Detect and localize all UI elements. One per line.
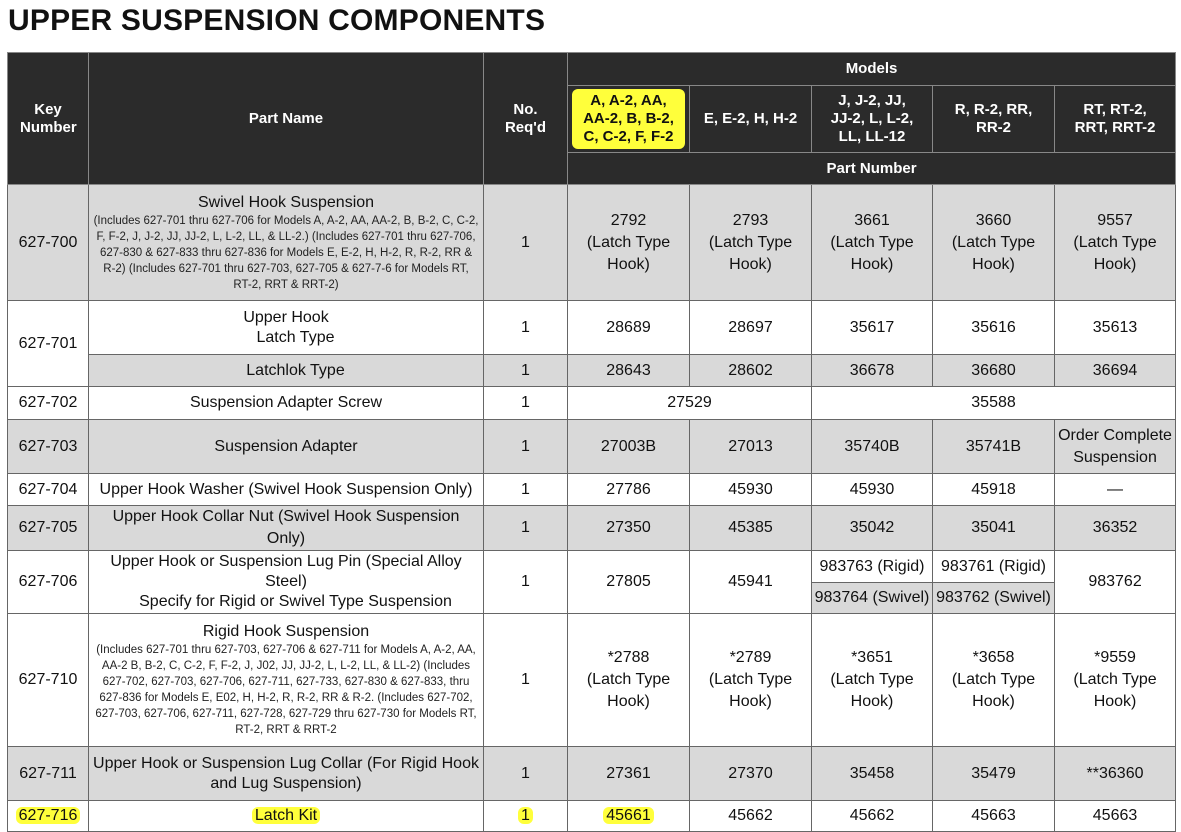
highlight-mark: Latch Kit <box>252 807 320 824</box>
part-number-cell <box>568 801 690 832</box>
part-number-cell: 27350 <box>568 506 690 551</box>
part-number-cell: 983761 (Rigid) <box>933 551 1055 583</box>
part-name-cell: Suspension Adapter Screw <box>89 387 484 420</box>
part-number-cell: 36694 <box>1055 355 1176 387</box>
part-name: Upper Hook or Suspension Lug Pin (Special Alloy Steel) <box>110 553 462 590</box>
part-name-cell: Upper Hook Washer (Swivel Hook Suspension Only) <box>89 474 484 506</box>
part-name: Swivel Hook Suspension <box>197 193 375 211</box>
part-name-cell: Upper Hook Collar Nut (Swivel Hook Suspension Only) <box>89 506 484 551</box>
part-number-cell: 45662 <box>690 801 812 832</box>
key-number-cell: 627-705 <box>8 506 89 551</box>
header-model-group <box>568 86 690 153</box>
part-number-cell: 3660 (Latch Type Hook) <box>933 185 1055 301</box>
part-number-cell: 45663 <box>933 801 1055 832</box>
key-number-cell: 627-703 <box>8 420 89 474</box>
part-number-cell: 27003B <box>568 420 690 474</box>
part-number-cell: 45918 <box>933 474 1055 506</box>
header-no-reqd: No. Req'd <box>484 53 568 185</box>
part-number-cell: 3661 (Latch Type Hook) <box>812 185 933 301</box>
key-number-cell: 627-704 <box>8 474 89 506</box>
header-model-group: RT, RT-2, RRT, RRT-2 <box>1055 86 1176 153</box>
table-row <box>8 801 1176 832</box>
key-number-cell: 627-706 <box>8 551 89 614</box>
part-name-sub: Specify for Rigid or Swivel Type Suspension <box>139 593 452 610</box>
table-row <box>8 355 1176 387</box>
table-row <box>8 474 1176 506</box>
table-row <box>8 747 1176 801</box>
part-name-cell <box>89 355 484 387</box>
part-number-cell: 35741B <box>933 420 1055 474</box>
qty-cell: 1 <box>484 185 568 301</box>
part-number-cell: *9559 (Latch Type Hook) <box>1055 614 1176 747</box>
header-part-name: Part Name <box>89 53 484 185</box>
part-name-cell <box>89 747 484 801</box>
header-key-number: Key Number <box>8 53 89 185</box>
part-number-cell: 9557 (Latch Type Hook) <box>1055 185 1176 301</box>
part-number-cell: 35588 <box>812 387 1176 420</box>
part-name-cell: Suspension Adapter <box>89 420 484 474</box>
part-name-cell <box>89 801 484 832</box>
table-row <box>8 185 1176 301</box>
qty-cell: 1 <box>484 474 568 506</box>
key-number-cell <box>8 801 89 832</box>
part-number-cell: 35479 <box>933 747 1055 801</box>
part-number-cell: *3651 (Latch Type Hook) <box>812 614 933 747</box>
qty-cell: 1 <box>484 614 568 747</box>
table-row <box>8 387 1176 420</box>
part-note: (Includes 627-701 thru 627-706 for Models A, A-2, AA, AA-2, B, B-2, C, C-2, F, F-2, J, J-2, JJ, JJ-2, L, L-2, LL, & LL-2.) (Includes 627-701 thru 627-706, 627-830 & 627-833 thru 627-836 for Models E, E-2, H, H-2, R, R-2, RR & R-2) (Includes 627-701 thru 627-703, 627-705 & 627-7-6 for Models RT, RT-2, RRT & RRT-2) <box>93 214 479 291</box>
part-name-cell <box>89 614 484 747</box>
qty-cell: 1 <box>484 747 568 801</box>
table-row <box>8 420 1176 474</box>
header-model-group: J, J-2, JJ, JJ-2, L, L-2, LL, LL-12 <box>812 86 933 153</box>
part-number-cell: 45930 <box>812 474 933 506</box>
part-number-cell: *3658 (Latch Type Hook) <box>933 614 1055 747</box>
part-number-cell: 983764 (Swivel) <box>812 583 933 614</box>
qty-cell: 1 <box>484 301 568 355</box>
part-name: Rigid Hook Suspension <box>202 623 370 640</box>
part-number-cell: 27013 <box>690 420 812 474</box>
part-number-cell: Order Complete Suspension <box>1055 420 1176 474</box>
part-number-cell: 28689 <box>568 301 690 355</box>
part-name-cell <box>89 551 484 614</box>
key-number-cell: 627-700 <box>8 185 89 301</box>
table-row <box>8 614 1176 747</box>
key-number-cell: 627-701 <box>8 301 89 387</box>
qty-cell: 1 <box>484 355 568 387</box>
table-row <box>8 506 1176 551</box>
part-number-cell: 45662 <box>812 801 933 832</box>
header-model-group: R, R-2, RR, RR-2 <box>933 86 1055 153</box>
highlight-mark: 45661 <box>603 807 654 824</box>
part-number-cell: 35041 <box>933 506 1055 551</box>
part-name: Upper Hook or Suspension Lug Collar (For Rigid Hook <box>93 754 479 772</box>
part-number-cell: 983762 (Swivel) <box>933 583 1055 614</box>
part-number-cell: 35613 <box>1055 301 1176 355</box>
part-number-cell: 35458 <box>812 747 933 801</box>
table-row <box>8 301 1176 355</box>
header-model-group: E, E-2, H, H-2 <box>690 86 812 153</box>
qty-cell: 1 <box>484 387 568 420</box>
part-name-sub: Latchlok Type <box>246 361 345 379</box>
key-number-cell: 627-702 <box>8 387 89 420</box>
qty-cell: 1 <box>484 420 568 474</box>
part-number-cell: 27529 <box>568 387 812 420</box>
part-number-cell: 45663 <box>1055 801 1176 832</box>
key-number-cell: 627-710 <box>8 614 89 747</box>
part-number-cell: 983762 <box>1055 551 1176 614</box>
header-part-number: Part Number <box>568 153 1176 185</box>
part-name-sub: Latch Type <box>256 328 335 346</box>
part-name-cont: and Lug Suspension) <box>210 774 362 792</box>
part-number-cell: 28602 <box>690 355 812 387</box>
part-number-cell: 983763 (Rigid) <box>812 551 933 583</box>
part-number-cell: 35617 <box>812 301 933 355</box>
part-number-cell: — <box>1055 474 1176 506</box>
part-number-cell: 28643 <box>568 355 690 387</box>
part-number-cell: 45930 <box>690 474 812 506</box>
qty-cell: 1 <box>484 551 568 614</box>
part-number-cell: 36680 <box>933 355 1055 387</box>
part-number-cell: 35740B <box>812 420 933 474</box>
highlight-mark: A, A-2, AA, AA-2, B, B-2, C, C-2, F, F-2 <box>572 89 685 149</box>
highlight-mark: 1 <box>518 807 533 824</box>
part-name-cell <box>89 301 484 355</box>
qty-cell: 1 <box>484 506 568 551</box>
part-number-cell: 35616 <box>933 301 1055 355</box>
part-number-cell: 35042 <box>812 506 933 551</box>
highlight-mark: 627-716 <box>16 807 81 824</box>
part-number-cell: *2788 (Latch Type Hook) <box>568 614 690 747</box>
part-number-cell: **36360 <box>1055 747 1176 801</box>
part-number-cell: 28697 <box>690 301 812 355</box>
part-number-cell: 2793 (Latch Type Hook) <box>690 185 812 301</box>
parts-table <box>7 52 1176 832</box>
part-number-cell: 27361 <box>568 747 690 801</box>
part-number-cell: 45941 <box>690 551 812 614</box>
part-name: Upper Hook <box>243 308 329 326</box>
qty-cell <box>484 801 568 832</box>
part-number-cell: 36678 <box>812 355 933 387</box>
part-number-cell: 27805 <box>568 551 690 614</box>
part-number-cell: 36352 <box>1055 506 1176 551</box>
page-title: UPPER SUSPENSION COMPONENTS <box>8 4 546 37</box>
part-number-cell: *2789 (Latch Type Hook) <box>690 614 812 747</box>
part-number-cell: 27786 <box>568 474 690 506</box>
part-name-cell <box>89 185 484 301</box>
part-note: (Includes 627-701 thru 627-703, 627-706 & 627-711 for Models A, A-2, AA, AA-2 B, B-2, C, C-2, F, F-2, J, J02, JJ, JJ-2, L, L-2, LL, & LL-2) (Includes 627-702, 627-703, 627-706, 627-711, 627-733, 627-830 & 627-833, thru 627-836 for Models E, E02, H, H-2, R, R-2, RR & R-2. (Includes 627-702, 627-703, 627-706, 627-711, 627-728, 627-729 thru 627-730 for Models RT, RT-2, RRT & RRT-2 <box>95 644 477 736</box>
part-number-cell: 2792 (Latch Type Hook) <box>568 185 690 301</box>
part-number-cell: 27370 <box>690 747 812 801</box>
table-row <box>8 551 1176 583</box>
header-models: Models <box>568 53 1176 86</box>
key-number-cell: 627-711 <box>8 747 89 801</box>
part-number-cell: 45385 <box>690 506 812 551</box>
